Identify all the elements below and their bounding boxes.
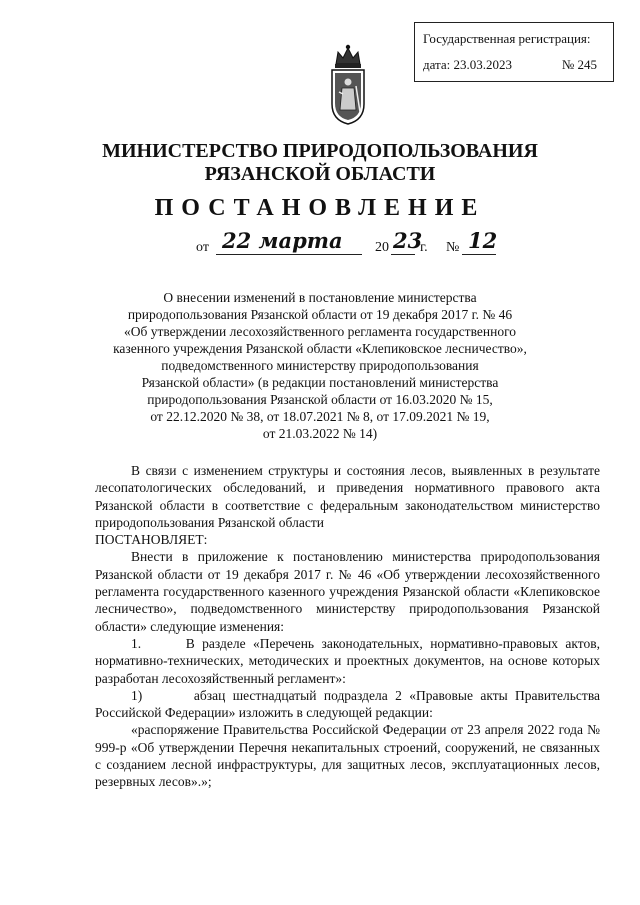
year-underline <box>391 254 415 255</box>
subject-line: подведомственного министерству природопользования <box>161 358 479 373</box>
paragraph-subitem-1 <box>95 687 600 722</box>
subject-line: природопользования Рязанской области от 16.03.2020 № 15, <box>147 392 493 407</box>
subject-block <box>0 289 640 442</box>
number-sign: № <box>446 240 460 255</box>
decree-word: ПОСТАНОВЛЯЕТ: <box>95 532 208 548</box>
subject-line: казенного учреждения Рязанской области «Клепиковское лесничество», <box>113 341 527 356</box>
date-from-label: от <box>196 240 209 255</box>
subitem-text: абзац шестнадцатый подраздела 2 «Правовые акты Правительства Российской Федерации» изложить в следующей редакции: <box>95 687 601 721</box>
ryazan-coat-of-arms-icon <box>326 42 370 126</box>
ministry-line-2: РЯЗАНСКОЙ ОБЛАСТИ <box>204 163 436 185</box>
registration-label: Государственная регистрация: <box>423 31 591 46</box>
handwritten-day: 22 марта <box>222 228 343 253</box>
number-underline <box>462 254 496 255</box>
ministry-line-1: МИНИСТЕРСТВО ПРИРОДОПОЛЬЗОВАНИЯ <box>102 140 538 162</box>
item-number: 1. <box>131 635 142 651</box>
paragraph-preamble: В связи с изменением структуры и состояния лесов, выявленных в результате лесопатологических обследований, и приведения нормативного правового акта Рязанской области в соответствие с федеральным законодательством министерство природопользования Рязанской области <box>95 463 600 530</box>
subject-line: от 22.12.2020 № 38, от 18.07.2021 № 8, от 17.09.2021 № 19, <box>150 409 490 424</box>
item-text: В разделе «Перечень законодательных, нормативно-правовых актов, нормативно-технических, методических и проектных документов, на основе которых разработан лесохозяйственный регламент»: <box>95 635 601 686</box>
paragraph-amendment: Внести в приложение к постановлению министерства природопользования Рязанской области от 19 декабря 2017 г. № 46 «Об утверждении лесохозяйственного регламента государственного казенного учреждения Рязанской области «Клепиковское лесничество», подведомственного министерству природопользования Рязанской области» следующие изменения: <box>95 549 600 634</box>
handwritten-number: 12 <box>468 228 498 253</box>
registration-stamp <box>414 22 614 82</box>
subject-line: Рязанской области» (в редакции постановлений министерства <box>141 375 499 390</box>
subject-line: от 21.03.2022 № 14) <box>262 426 378 441</box>
subject-line: «Об утверждении лесохозяйственного регламента государственного <box>123 324 517 339</box>
registration-number: № 245 <box>561 57 597 72</box>
year-suffix: г. <box>420 240 428 255</box>
date-number-line <box>0 228 640 260</box>
year-prefix: 20 <box>375 240 389 255</box>
document-type-title: ПОСТАНОВЛЕНИЕ <box>154 195 486 221</box>
handwritten-year: 23 <box>393 228 423 253</box>
registration-date: дата: 23.03.2023 <box>423 57 513 72</box>
document-body <box>95 462 600 791</box>
subitem-number: 1) <box>131 687 143 703</box>
subject-line: природопользования Рязанской области от 19 декабря 2017 г. № 46 <box>127 307 513 322</box>
day-underline <box>216 254 362 255</box>
paragraph-new-wording: «распоряжение Правительства Российской Федерации от 23 апреля 2022 года № 999-р «Об утверждении Перечня некапитальных строений, сооружений, не связанных с созданием лесной инфраструктуры, для защитных лесов, эксплуатационных лесов, резервных лесов».»; <box>95 722 600 790</box>
paragraph-item-1 <box>95 635 600 687</box>
ministry-name <box>0 140 640 186</box>
subject-line: О внесении изменений в постановление министерства <box>163 290 477 305</box>
